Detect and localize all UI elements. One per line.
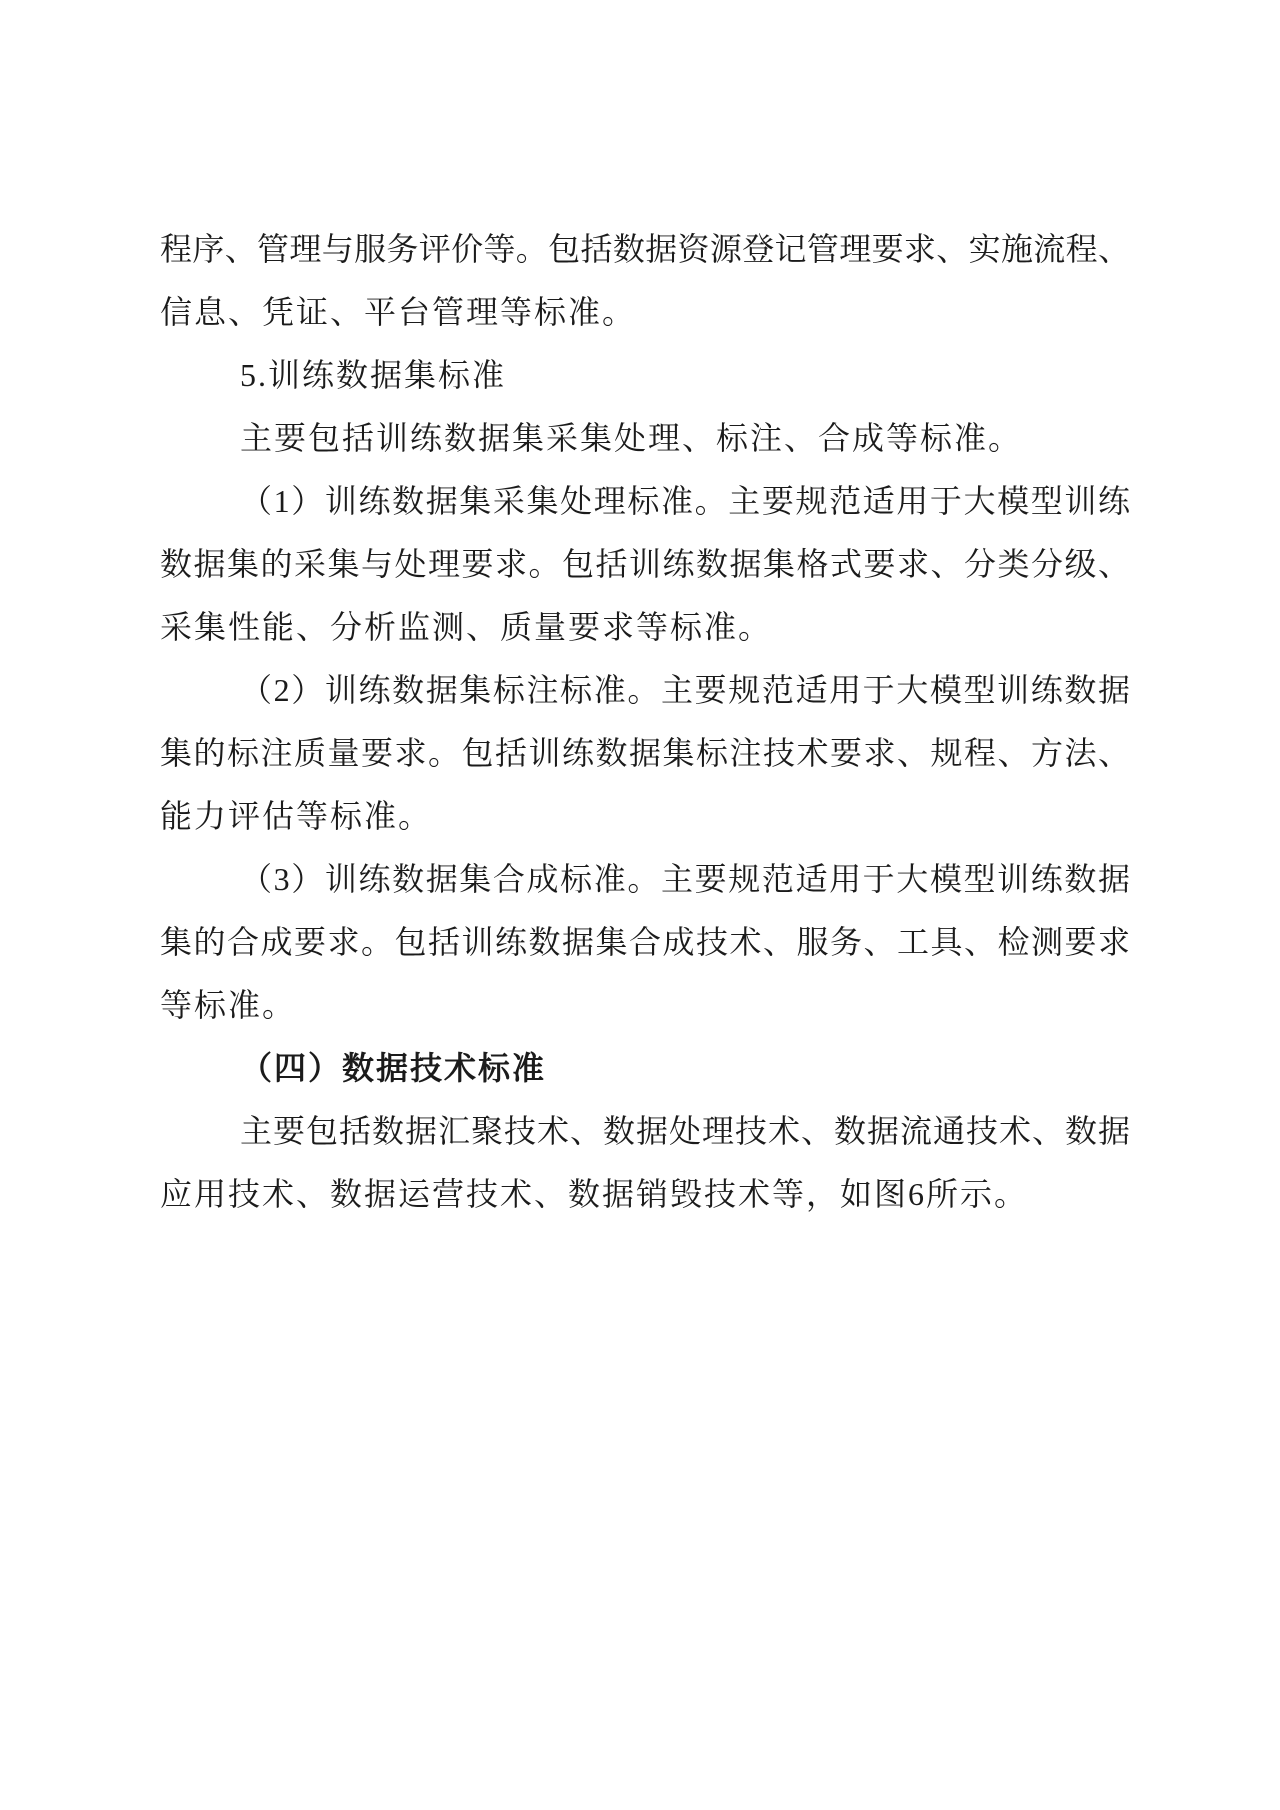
text-line: 信息、凭证、平台管理等标准。 bbox=[160, 294, 637, 330]
text-line: 集的合成要求。包括训练数据集合成技术、服务、工具、检测要求 bbox=[160, 924, 1130, 960]
heading-numbered-line: 5.训练数据集标准 bbox=[240, 357, 507, 393]
document-body bbox=[160, 218, 1130, 1226]
text-line: 主要包括数据汇聚技术、数据处理技术、数据流通技术、数据 bbox=[240, 1113, 1130, 1149]
text-line: 采集性能、分析监测、质量要求等标准。 bbox=[160, 609, 773, 645]
text-line: 集的标注质量要求。包括训练数据集标注技术要求、规程、方法、 bbox=[160, 735, 1130, 771]
text-line: 等标准。 bbox=[160, 987, 297, 1023]
text-line: 数据集的采集与处理要求。包括训练数据集格式要求、分类分级、 bbox=[160, 546, 1130, 582]
text-line: 程序、管理与服务评价等。包括数据资源登记管理要求、实施流程、 bbox=[160, 231, 1130, 267]
text-line: 能力评估等标准。 bbox=[160, 798, 433, 834]
text-line: （2）训练数据集标注标准。主要规范适用于大模型训练数据 bbox=[240, 672, 1130, 708]
text-line: 应用技术、数据运营技术、数据销毁技术等，如图6所示。 bbox=[160, 1176, 1029, 1212]
heading-section-line: （四）数据技术标准 bbox=[240, 1050, 547, 1086]
text-line: 主要包括训练数据集采集处理、标注、合成等标准。 bbox=[240, 420, 1023, 456]
text-line: （3）训练数据集合成标准。主要规范适用于大模型训练数据 bbox=[240, 861, 1130, 897]
text-line: （1）训练数据集采集处理标准。主要规范适用于大模型训练 bbox=[240, 483, 1130, 519]
